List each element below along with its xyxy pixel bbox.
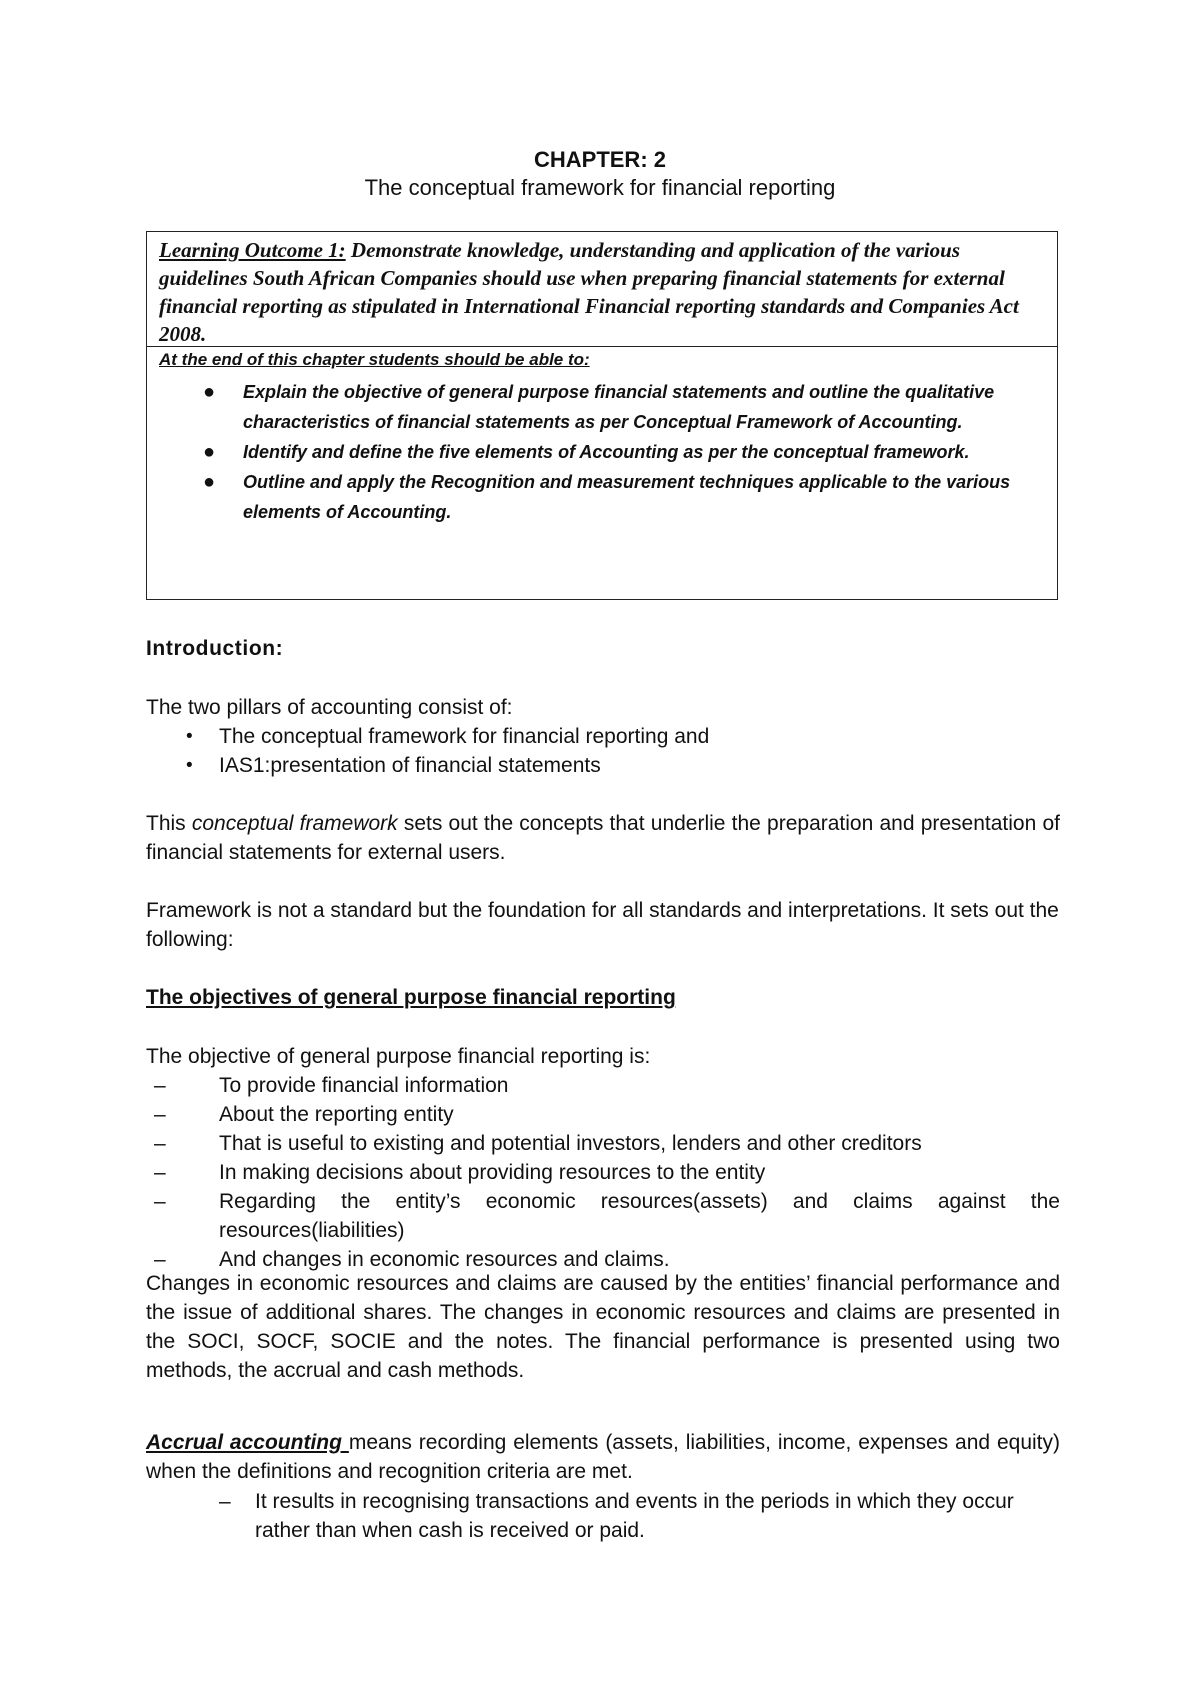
bullet-icon: ● [203, 471, 216, 493]
chapter-number: CHAPTER: 2 [533, 147, 666, 172]
list-item: – To provide financial information [146, 1071, 1060, 1100]
dash-icon: – [154, 1161, 166, 1184]
objectives-heading: The objectives of general purpose financial reporting [146, 986, 676, 1009]
bullet-icon: ● [203, 381, 216, 403]
list-item: – That is useful to existing and potential investors, lenders and other creditors [146, 1129, 1060, 1158]
bullet-icon: ● [203, 441, 216, 463]
objective-lead: The objective of general purpose financial reporting is: [146, 1045, 651, 1068]
dash-icon: – [154, 1190, 166, 1213]
accrual-list [146, 1487, 1060, 1545]
learning-outcome-box [146, 231, 1058, 600]
framework-not-standard-paragraph: Framework is not a standard but the foundation for all standards and interpretations. It sets out the following: [146, 899, 1059, 951]
pillars-list [146, 722, 1060, 780]
changes-paragraph: Changes in economic resources and claims are caused by the entities’ financial performance and the issue of additional shares. The changes in economic resources and claims are presented in the SOCI, SOCF, SOCIE and the notes. The financial performance is presented using two methods, the accrual and cash methods. [146, 1272, 1060, 1382]
list-item: • The conceptual framework for financial reporting and [146, 722, 1060, 751]
bullet-icon: • [186, 726, 193, 747]
list-item: – About the reporting entity [146, 1100, 1060, 1129]
learning-objectives [147, 348, 1057, 527]
framework-term: conceptual framework [191, 812, 398, 835]
list-item: – In making decisions about providing resources to the entity [146, 1158, 1060, 1187]
learning-outcome-statement [147, 232, 1057, 347]
objective-item: ● Identify and define the five elements of Accounting as per the conceptual framework. [159, 437, 1047, 467]
objectives-list [159, 377, 1047, 527]
list-item: – Regarding the entity’s economic resources(assets) and claims against the resources(liabilities) [146, 1187, 1060, 1245]
objectives-intro: At the end of this chapter students should be able to: [159, 350, 590, 369]
learning-outcome-text: Demonstrate knowledge, understanding and application of the various guidelines South African Companies should use when preparing financial statements for external financial reporting as stipulated in International Financial reporting standards and Companies Act 2008. [159, 238, 1019, 346]
dash-icon: – [154, 1248, 166, 1271]
list-item: – It results in recognising transactions and events in the periods in which they occur rather than when cash is received or paid. [146, 1487, 1060, 1545]
accrual-paragraph: Accrual accounting means recording elements (assets, liabilities, income, expenses and equity) when the definitions and recognition criteria are met. [146, 1431, 1060, 1483]
pillars-lead: The two pillars of accounting consist of: [146, 696, 513, 719]
dash-icon: – [219, 1490, 231, 1513]
dash-icon: – [154, 1074, 166, 1097]
list-item: – And changes in economic resources and claims. [146, 1245, 1060, 1274]
objective-list [146, 1071, 1060, 1274]
list-item: • IAS1:presentation of financial statements [146, 751, 1060, 780]
dash-icon: – [154, 1132, 166, 1155]
objective-item: ● Outline and apply the Recognition and measurement techniques applicable to the various elements of Accounting. [159, 467, 1047, 527]
learning-outcome-label: Learning Outcome 1: [159, 238, 346, 262]
chapter-title: The conceptual framework for financial reporting [364, 175, 836, 200]
bullet-icon: • [186, 755, 193, 776]
dash-icon: – [154, 1103, 166, 1126]
framework-paragraph: This conceptual framework sets out the concepts that underlie the preparation and presentation of financial statements for external users. [146, 812, 1060, 864]
objective-item: ● Explain the objective of general purpose financial statements and outline the qualitative characteristics of financial statements as per Conceptual Framework of Accounting. [159, 377, 1047, 437]
accrual-term: Accrual accounting [146, 1431, 349, 1454]
introduction-heading: Introduction: [146, 637, 284, 660]
